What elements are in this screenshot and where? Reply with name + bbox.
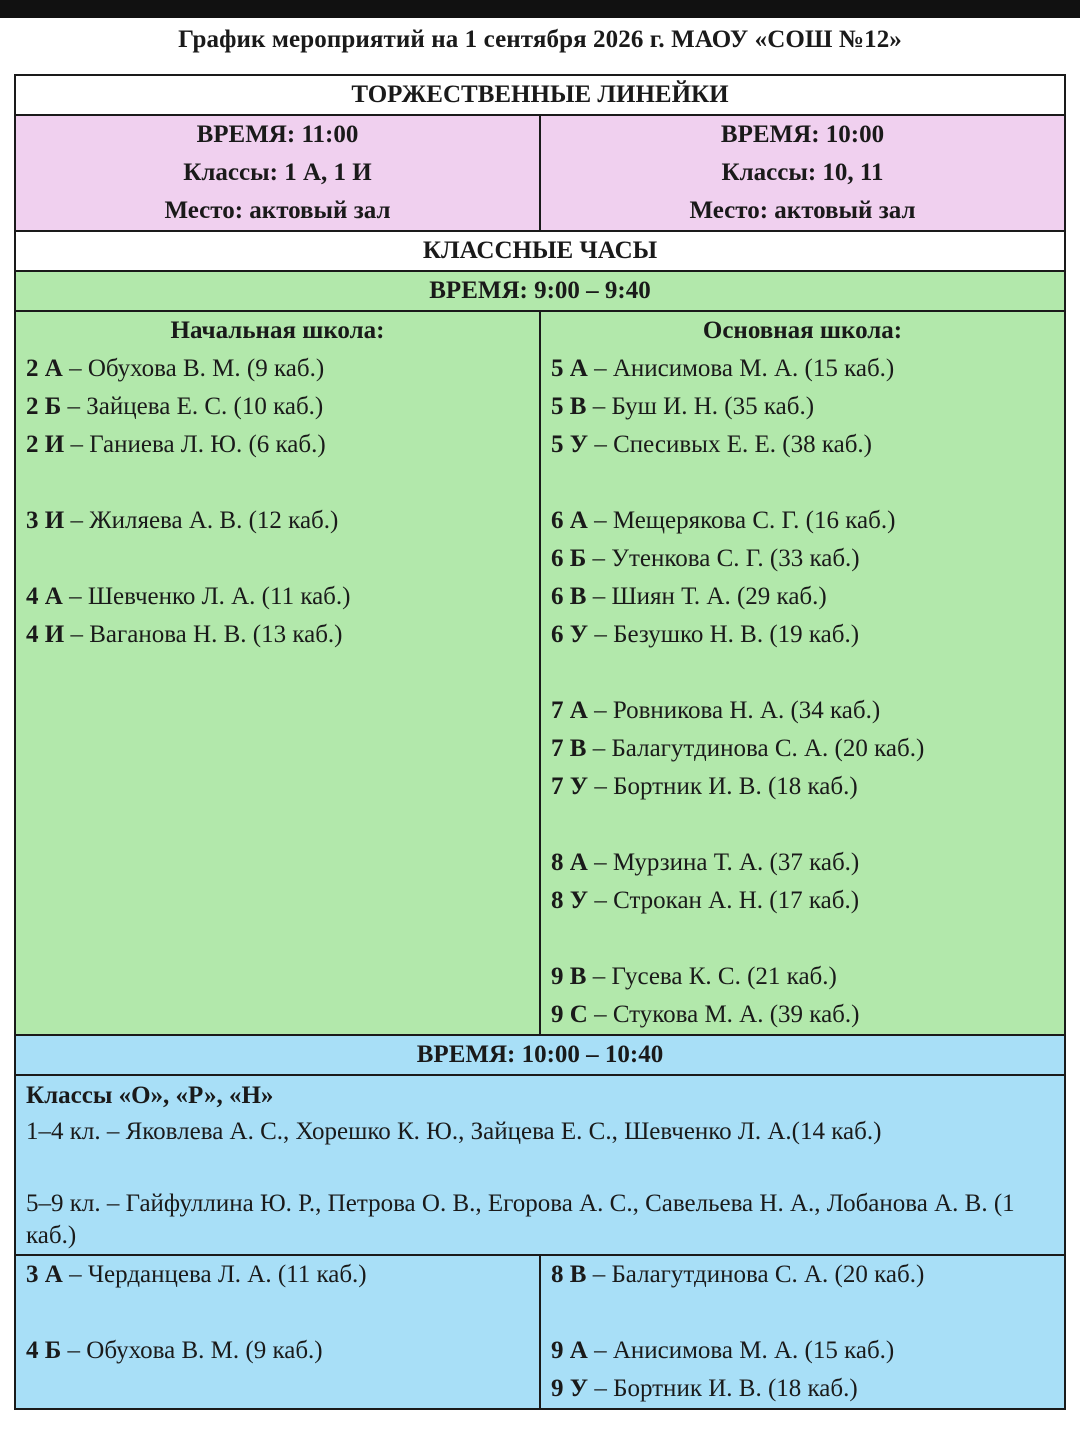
special-classes-line-2: 5–9 кл. – Гайфуллина Ю. Р., Петрова О. В., Егорова А. С., Савельева Н. А., Лобанова А. В. (1 каб.) [26, 1190, 1015, 1249]
list-item: 6 В – Шиян Т. А. (29 каб.) [551, 583, 827, 610]
list-item: 6 У – Безушко Н. В. (19 каб.) [551, 621, 860, 648]
list-item: 3 А – Черданцева Л. А. (11 каб.) [26, 1261, 367, 1288]
special-classes-line-1: 1–4 кл. – Яковлева А. С., Хорешко К. Ю., Зайцева Е. С., Шевченко Л. А.(14 каб.) [26, 1118, 882, 1145]
ceremony-right-classes: Классы: 10, 11 [721, 159, 884, 186]
slot1-time: ВРЕМЯ: 9:00 – 9:40 [15, 271, 1065, 311]
list-item: 5 У – Спесивых Е. Е. (38 каб.) [551, 431, 872, 458]
ceremonies-header: ТОРЖЕСТВЕННЫЕ ЛИНЕЙКИ [15, 75, 1065, 115]
list-item: 2 А – Обухова В. М. (9 каб.) [26, 355, 325, 382]
list-item: 7 У – Бортник И. В. (18 каб.) [551, 773, 858, 800]
ceremony-right [540, 115, 1065, 231]
list-item: 8 А – Мурзина Т. А. (37 каб.) [551, 849, 860, 876]
special-classes-cell [15, 1075, 1065, 1255]
list-item: 2 Б – Зайцева Е. С. (10 каб.) [26, 393, 324, 420]
schedule-table [14, 74, 1066, 1410]
slot2-right-cell [540, 1255, 1065, 1409]
list-item: 6 А – Мещерякова С. Г. (16 каб.) [551, 507, 896, 534]
list-item: 4 А – Шевченко Л. А. (11 каб.) [26, 583, 351, 610]
list-item: 5 В – Буш И. Н. (35 каб.) [551, 393, 815, 420]
secondary-school-title: Основная школа: [702, 317, 903, 344]
ceremony-left-time: ВРЕМЯ: 11:00 [196, 121, 359, 148]
list-item: 4 И – Ваганова Н. В. (13 каб.) [26, 621, 343, 648]
list-item: 3 И – Жиляева А. В. (12 каб.) [26, 507, 339, 534]
list-item: 5 А – Анисимова М. А. (15 каб.) [551, 355, 895, 382]
special-classes-title: Классы «О», «Р», «Н» [26, 1082, 274, 1109]
ceremony-right-place: Место: актовый зал [689, 197, 916, 224]
list-item: 7 В – Балагутдинова С. А. (20 каб.) [551, 735, 925, 762]
class-hours-header: КЛАССНЫЕ ЧАСЫ [15, 231, 1065, 271]
ceremony-left-classes: Классы: 1 А, 1 И [183, 159, 372, 186]
ceremony-right-time: ВРЕМЯ: 10:00 [720, 121, 885, 148]
document-title: График мероприятий на 1 сентября 2026 г. МАОУ «СОШ №12» [178, 26, 902, 53]
list-item: 8 У – Строкан А. Н. (17 каб.) [551, 887, 860, 914]
list-item: 9 А – Анисимова М. А. (15 каб.) [551, 1337, 895, 1364]
list-item: 2 И – Ганиева Л. Ю. (6 каб.) [26, 431, 326, 458]
list-item: 9 У – Бортник И. В. (18 каб.) [551, 1375, 858, 1402]
list-item: 9 С – Стукова М. А. (39 каб.) [551, 1001, 860, 1028]
slot2-left-cell [15, 1255, 540, 1409]
list-item: 7 А – Ровникова Н. А. (34 каб.) [551, 697, 881, 724]
primary-school-title: Начальная школа: [170, 317, 385, 344]
secondary-school-cell [540, 311, 1065, 1035]
top-bar [0, 0, 1080, 18]
ceremony-left-place: Место: актовый зал [164, 197, 391, 224]
ceremony-left [15, 115, 540, 231]
list-item: 6 Б – Утенкова С. Г. (33 каб.) [551, 545, 860, 572]
slot2-time: ВРЕМЯ: 10:00 – 10:40 [15, 1035, 1065, 1075]
list-item: 4 Б – Обухова В. М. (9 каб.) [26, 1337, 323, 1364]
list-item: 9 В – Гусева К. С. (21 каб.) [551, 963, 837, 990]
list-item: 8 В – Балагутдинова С. А. (20 каб.) [551, 1261, 925, 1288]
primary-school-cell [15, 311, 540, 1035]
